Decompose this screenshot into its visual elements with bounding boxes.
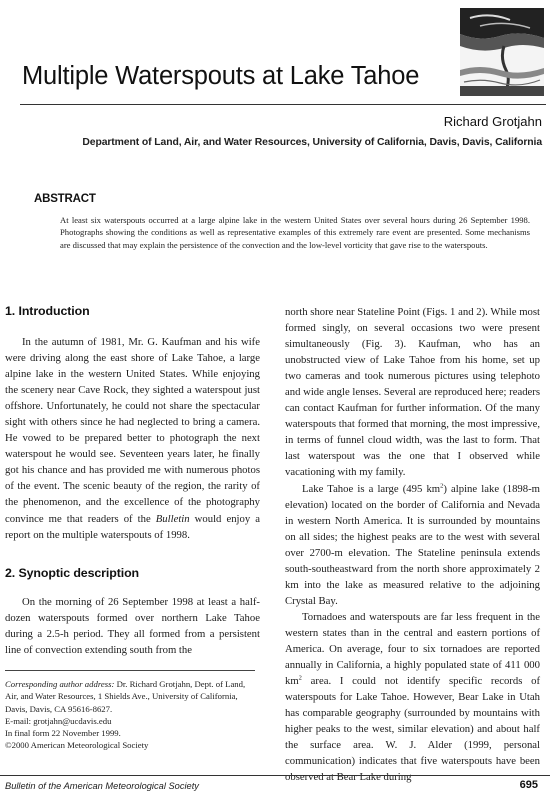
section-heading-introduction: 1. Introduction — [5, 304, 90, 318]
footnote-email: E-mail: grotjahn@ucdavis.edu — [5, 715, 112, 726]
footnote-address — [5, 678, 260, 715]
page-number: 695 — [519, 779, 538, 791]
footnote-rule — [5, 670, 255, 671]
synoptic-paragraph: On the morning of 26 September 1998 at least a half-dozen waterspouts formed over northern Lake Tahoe during a 2.5-h period. They all formed from a persistent line of convection extending south from the — [5, 595, 260, 656]
intro-text-part-1: In the autumn of 1981, Mr. G. Kaufman and his wife were driving along the east shore of Lake Tahoe, a large alpine lake in the western United States. While enjoying the scenery near Cave Rock, they sighted a waterspout just offshore. Unfortunately, he could not share the spectacular sight with others since he had neglected to bring a camera. He vowed to be prepared better to photograph the next waterspout he would see. Seventeen years later, he finally got his chance and has provided me with numerous photos of the event. The scenic beauty of the region, the rarity of the phenomenon, and the excellence of the photography convince me that readers of the — [5, 336, 260, 525]
right-column — [285, 304, 540, 785]
article-title: Multiple Waterspouts at Lake Tahoe — [22, 62, 420, 90]
waterspout-illustration-icon — [460, 8, 544, 96]
tornado-text-part-1: Tornadoes and waterspouts are far less frequent in the western states than in the central and eastern portions of America. On average, four to six tornadoes are reported annually in California, a highly populated state of 411 000 km — [285, 610, 540, 688]
footer-rule — [0, 775, 550, 776]
superscript-2: 2 — [298, 674, 302, 682]
footnote-address-text: Dr. Richard Grotjahn, Dept. of Land, Air, and Water Resources, 1 Shields Ave., University of California, Davis, Davis, CA 95616-8627. — [5, 679, 246, 714]
author-name: Richard Grotjahn — [443, 114, 542, 129]
synoptic-continuation-paragraph: north shore near Stateline Point (Figs. 1 and 2). While most formed singly, on several occasions two were present simultaneously (Fig. 3). Kaufman, who has an unobstructed view of Lake Tahoe from his home, set up two cameras and took numerous pictures using telephoto and wide angle lenses. Several are reproduced here; readers can contact Kaufman for further information. Of the many waterspouts that formed that morning, the most impressive, in terms of funnel cloud width, was the last to form. That last waterspout was the one that I observed while vacationing with my family. — [285, 306, 540, 479]
superscript-2: 2 — [440, 481, 444, 489]
footnote-copyright: ©2000 American Meteorological Society — [5, 740, 149, 751]
footnote-final-form: In final form 22 November 1999. — [5, 728, 121, 739]
lake-text-part-2: ) alpine lake (1898-m elevation) located on the border of California and Nevada in western North America. It is surrounded by mountains on all sides; the highest peaks are to the west with several over 2700-m elevation. The Stateline peninsula extends south-southeastward from the north shore approximately 2 km into the lake as measured relative to the adjoining Crystal Bay. — [285, 482, 540, 607]
footnote-label: Corresponding author address: — [5, 679, 115, 689]
left-column — [5, 304, 260, 658]
journal-name: Bulletin of the American Meteorological Society — [5, 781, 199, 791]
lake-description-paragraph — [285, 481, 540, 609]
abstract-heading: ABSTRACT — [34, 193, 96, 205]
abstract-text: At least six waterspouts occurred at a large alpine lake in the western United States over several hours during 26 September 1998. Photographs showing the conditions as well as representative examples of this extremely rare event are presented. Some mechanisms are discussed that may explain the persistence of the convection and the low-level vorticity that gave rise to the waterspouts. — [60, 215, 530, 250]
introduction-paragraph — [5, 334, 260, 543]
tornado-frequency-paragraph — [285, 609, 540, 786]
title-rule — [20, 104, 546, 105]
lake-text-part-1: Lake Tahoe is a large (495 km — [302, 482, 441, 495]
corresponding-author-footnote — [5, 678, 260, 752]
journal-name-italic: Bulletin — [155, 512, 190, 525]
intro-text-part-2: would enjoy a report on the multiple waterspouts of 1998. — [5, 512, 260, 541]
author-affiliation: Department of Land, Air, and Water Resources, University of California, Davis, Davis, California — [82, 137, 542, 148]
tornado-text-part-2: area. I could not identify specific records of waterspouts for Lake Tahoe. However, Bear Lake in Utah has comparable geography (surrounded by mountains with higher peaks to the west, similar elevation) and about half the surface area. W. J. Alder (1999, personal communication) indicates that five waterspouts have been observed at Bear Lake during — [285, 675, 540, 784]
section-heading-synoptic: 2. Synoptic description — [5, 565, 140, 580]
